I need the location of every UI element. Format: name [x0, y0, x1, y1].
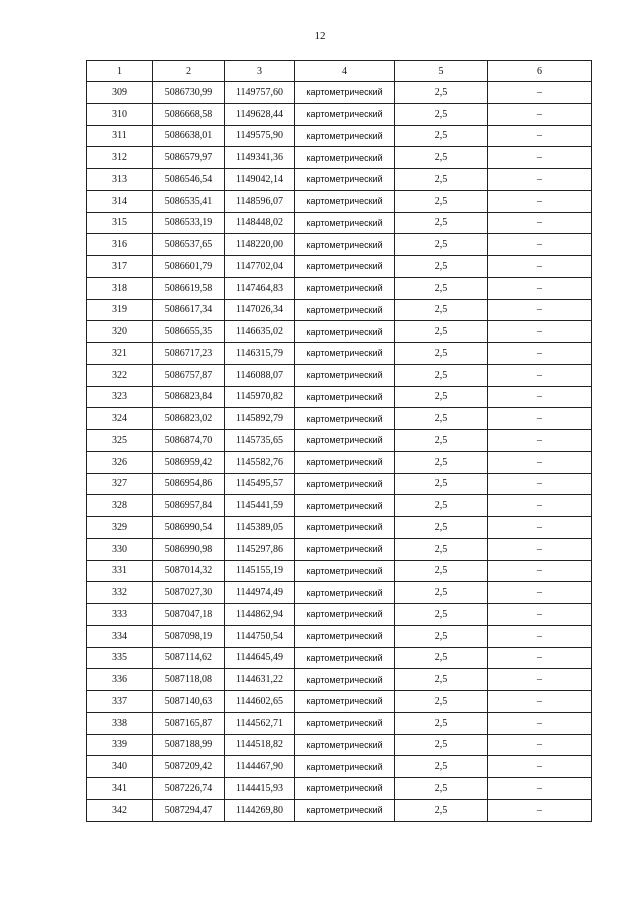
method-cell: картометрический	[295, 669, 395, 691]
accuracy-cell: 2,5	[395, 408, 488, 430]
note-cell: –	[488, 517, 592, 539]
method-cell: картометрический	[295, 495, 395, 517]
note-cell: –	[488, 538, 592, 560]
note-cell: –	[488, 212, 592, 234]
accuracy-cell: 2,5	[395, 82, 488, 104]
note-cell: –	[488, 147, 592, 169]
column-header: 3	[225, 61, 295, 82]
method-cell: картометрический	[295, 234, 395, 256]
y-coordinate-cell: 1144602,65	[225, 691, 295, 713]
point-number-cell: 334	[87, 625, 153, 647]
method-cell: картометрический	[295, 386, 395, 408]
accuracy-cell: 2,5	[395, 169, 488, 191]
accuracy-cell: 2,5	[395, 691, 488, 713]
note-cell: –	[488, 669, 592, 691]
table-row	[87, 538, 592, 560]
point-number-cell: 338	[87, 712, 153, 734]
note-cell: –	[488, 712, 592, 734]
method-cell: картометрический	[295, 604, 395, 626]
point-number-cell: 315	[87, 212, 153, 234]
y-coordinate-cell: 1144269,80	[225, 799, 295, 821]
y-coordinate-cell: 1147702,04	[225, 256, 295, 278]
y-coordinate-cell: 1144631,22	[225, 669, 295, 691]
table-row	[87, 430, 592, 452]
point-number-cell: 329	[87, 517, 153, 539]
x-coordinate-cell: 5086990,98	[153, 538, 225, 560]
point-number-cell: 341	[87, 778, 153, 800]
column-header: 4	[295, 61, 395, 82]
point-number-cell: 310	[87, 103, 153, 125]
method-cell: картометрический	[295, 582, 395, 604]
note-cell: –	[488, 82, 592, 104]
accuracy-cell: 2,5	[395, 430, 488, 452]
table-row	[87, 451, 592, 473]
accuracy-cell: 2,5	[395, 212, 488, 234]
y-coordinate-cell: 1147026,34	[225, 299, 295, 321]
point-number-cell: 336	[87, 669, 153, 691]
method-cell: картометрический	[295, 430, 395, 452]
accuracy-cell: 2,5	[395, 190, 488, 212]
method-cell: картометрический	[295, 408, 395, 430]
method-cell: картометрический	[295, 147, 395, 169]
table-row	[87, 495, 592, 517]
x-coordinate-cell: 5086655,35	[153, 321, 225, 343]
method-cell: картометрический	[295, 277, 395, 299]
table-row	[87, 147, 592, 169]
x-coordinate-cell: 5086990,54	[153, 517, 225, 539]
x-coordinate-cell: 5086668,58	[153, 103, 225, 125]
method-cell: картометрический	[295, 343, 395, 365]
table-row	[87, 734, 592, 756]
accuracy-cell: 2,5	[395, 451, 488, 473]
table-row	[87, 82, 592, 104]
point-number-cell: 312	[87, 147, 153, 169]
y-coordinate-cell: 1146635,02	[225, 321, 295, 343]
table-row	[87, 604, 592, 626]
x-coordinate-cell: 5086874,70	[153, 430, 225, 452]
y-coordinate-cell: 1148596,07	[225, 190, 295, 212]
point-number-cell: 316	[87, 234, 153, 256]
x-coordinate-cell: 5087047,18	[153, 604, 225, 626]
note-cell: –	[488, 103, 592, 125]
method-cell: картометрический	[295, 169, 395, 191]
note-cell: –	[488, 234, 592, 256]
method-cell: картометрический	[295, 560, 395, 582]
y-coordinate-cell: 1145297,86	[225, 538, 295, 560]
x-coordinate-cell: 5086546,54	[153, 169, 225, 191]
table-row	[87, 212, 592, 234]
x-coordinate-cell: 5086601,79	[153, 256, 225, 278]
method-cell: картометрический	[295, 538, 395, 560]
y-coordinate-cell: 1149341,36	[225, 147, 295, 169]
x-coordinate-cell: 5087226,74	[153, 778, 225, 800]
table-row	[87, 234, 592, 256]
point-number-cell: 335	[87, 647, 153, 669]
x-coordinate-cell: 5086757,87	[153, 364, 225, 386]
table-row	[87, 169, 592, 191]
x-coordinate-cell: 5086959,42	[153, 451, 225, 473]
point-number-cell: 342	[87, 799, 153, 821]
y-coordinate-cell: 1145495,57	[225, 473, 295, 495]
method-cell: картометрический	[295, 212, 395, 234]
table-row	[87, 691, 592, 713]
table-row	[87, 386, 592, 408]
note-cell: –	[488, 430, 592, 452]
point-number-cell: 314	[87, 190, 153, 212]
method-cell: картометрический	[295, 299, 395, 321]
point-number-cell: 333	[87, 604, 153, 626]
x-coordinate-cell: 5087027,30	[153, 582, 225, 604]
point-number-cell: 321	[87, 343, 153, 365]
note-cell: –	[488, 343, 592, 365]
y-coordinate-cell: 1149628,44	[225, 103, 295, 125]
note-cell: –	[488, 408, 592, 430]
note-cell: –	[488, 321, 592, 343]
method-cell: картометрический	[295, 778, 395, 800]
method-cell: картометрический	[295, 712, 395, 734]
point-number-cell: 330	[87, 538, 153, 560]
x-coordinate-cell: 5086537,65	[153, 234, 225, 256]
table-row	[87, 256, 592, 278]
accuracy-cell: 2,5	[395, 604, 488, 626]
accuracy-cell: 2,5	[395, 277, 488, 299]
point-number-cell: 319	[87, 299, 153, 321]
note-cell: –	[488, 256, 592, 278]
x-coordinate-cell: 5086638,01	[153, 125, 225, 147]
y-coordinate-cell: 1144415,93	[225, 778, 295, 800]
x-coordinate-cell: 5087209,42	[153, 756, 225, 778]
x-coordinate-cell: 5086717,23	[153, 343, 225, 365]
table-row	[87, 321, 592, 343]
accuracy-cell: 2,5	[395, 125, 488, 147]
table-row	[87, 625, 592, 647]
accuracy-cell: 2,5	[395, 343, 488, 365]
point-number-cell: 326	[87, 451, 153, 473]
method-cell: картометрический	[295, 451, 395, 473]
table-row	[87, 103, 592, 125]
note-cell: –	[488, 691, 592, 713]
y-coordinate-cell: 1144750,54	[225, 625, 295, 647]
table-row	[87, 712, 592, 734]
method-cell: картометрический	[295, 691, 395, 713]
y-coordinate-cell: 1144518,82	[225, 734, 295, 756]
method-cell: картометрический	[295, 734, 395, 756]
y-coordinate-cell: 1144645,49	[225, 647, 295, 669]
table-row	[87, 343, 592, 365]
table-row	[87, 647, 592, 669]
x-coordinate-cell: 5086535,41	[153, 190, 225, 212]
accuracy-cell: 2,5	[395, 669, 488, 691]
column-header: 2	[153, 61, 225, 82]
column-header: 5	[395, 61, 488, 82]
accuracy-cell: 2,5	[395, 538, 488, 560]
note-cell: –	[488, 473, 592, 495]
y-coordinate-cell: 1148220,00	[225, 234, 295, 256]
y-coordinate-cell: 1144467,90	[225, 756, 295, 778]
y-coordinate-cell: 1149757,60	[225, 82, 295, 104]
y-coordinate-cell: 1145970,82	[225, 386, 295, 408]
x-coordinate-cell: 5087098,19	[153, 625, 225, 647]
note-cell: –	[488, 277, 592, 299]
table-row	[87, 190, 592, 212]
x-coordinate-cell: 5087118,08	[153, 669, 225, 691]
accuracy-cell: 2,5	[395, 364, 488, 386]
y-coordinate-cell: 1144862,94	[225, 604, 295, 626]
note-cell: –	[488, 299, 592, 321]
point-number-cell: 331	[87, 560, 153, 582]
x-coordinate-cell: 5086533,19	[153, 212, 225, 234]
y-coordinate-cell: 1147464,83	[225, 277, 295, 299]
table-row	[87, 560, 592, 582]
table-row	[87, 756, 592, 778]
table-row	[87, 299, 592, 321]
table-row	[87, 473, 592, 495]
method-cell: картометрический	[295, 625, 395, 647]
accuracy-cell: 2,5	[395, 473, 488, 495]
coordinates-table	[86, 60, 592, 822]
point-number-cell: 317	[87, 256, 153, 278]
method-cell: картометрический	[295, 799, 395, 821]
x-coordinate-cell: 5087014,32	[153, 560, 225, 582]
y-coordinate-cell: 1145892,79	[225, 408, 295, 430]
note-cell: –	[488, 364, 592, 386]
accuracy-cell: 2,5	[395, 734, 488, 756]
point-number-cell: 313	[87, 169, 153, 191]
method-cell: картометрический	[295, 473, 395, 495]
x-coordinate-cell: 5086954,86	[153, 473, 225, 495]
note-cell: –	[488, 582, 592, 604]
y-coordinate-cell: 1144562,71	[225, 712, 295, 734]
note-cell: –	[488, 756, 592, 778]
y-coordinate-cell: 1148448,02	[225, 212, 295, 234]
x-coordinate-cell: 5086823,84	[153, 386, 225, 408]
accuracy-cell: 2,5	[395, 517, 488, 539]
accuracy-cell: 2,5	[395, 778, 488, 800]
accuracy-cell: 2,5	[395, 582, 488, 604]
table-row	[87, 778, 592, 800]
y-coordinate-cell: 1146088,07	[225, 364, 295, 386]
x-coordinate-cell: 5086730,99	[153, 82, 225, 104]
method-cell: картометрический	[295, 321, 395, 343]
table-row	[87, 669, 592, 691]
y-coordinate-cell: 1149042,14	[225, 169, 295, 191]
method-cell: картометрический	[295, 256, 395, 278]
accuracy-cell: 2,5	[395, 103, 488, 125]
x-coordinate-cell: 5087165,87	[153, 712, 225, 734]
x-coordinate-cell: 5087188,99	[153, 734, 225, 756]
point-number-cell: 320	[87, 321, 153, 343]
accuracy-cell: 2,5	[395, 256, 488, 278]
note-cell: –	[488, 647, 592, 669]
method-cell: картометрический	[295, 103, 395, 125]
point-number-cell: 337	[87, 691, 153, 713]
x-coordinate-cell: 5087114,62	[153, 647, 225, 669]
accuracy-cell: 2,5	[395, 647, 488, 669]
method-cell: картометрический	[295, 647, 395, 669]
y-coordinate-cell: 1145155,19	[225, 560, 295, 582]
accuracy-cell: 2,5	[395, 712, 488, 734]
method-cell: картометрический	[295, 82, 395, 104]
x-coordinate-cell: 5087140,63	[153, 691, 225, 713]
point-number-cell: 322	[87, 364, 153, 386]
point-number-cell: 309	[87, 82, 153, 104]
point-number-cell: 327	[87, 473, 153, 495]
note-cell: –	[488, 625, 592, 647]
method-cell: картометрический	[295, 364, 395, 386]
point-number-cell: 324	[87, 408, 153, 430]
column-header: 1	[87, 61, 153, 82]
table-row	[87, 364, 592, 386]
y-coordinate-cell: 1145441,59	[225, 495, 295, 517]
accuracy-cell: 2,5	[395, 234, 488, 256]
y-coordinate-cell: 1144974,49	[225, 582, 295, 604]
method-cell: картометрический	[295, 517, 395, 539]
x-coordinate-cell: 5087294,47	[153, 799, 225, 821]
accuracy-cell: 2,5	[395, 495, 488, 517]
x-coordinate-cell: 5086617,34	[153, 299, 225, 321]
table-row	[87, 582, 592, 604]
method-cell: картометрический	[295, 125, 395, 147]
y-coordinate-cell: 1145389,05	[225, 517, 295, 539]
x-coordinate-cell: 5086957,84	[153, 495, 225, 517]
note-cell: –	[488, 799, 592, 821]
accuracy-cell: 2,5	[395, 386, 488, 408]
x-coordinate-cell: 5086619,58	[153, 277, 225, 299]
accuracy-cell: 2,5	[395, 799, 488, 821]
point-number-cell: 339	[87, 734, 153, 756]
method-cell: картометрический	[295, 756, 395, 778]
page-number: 12	[314, 30, 326, 42]
point-number-cell: 340	[87, 756, 153, 778]
note-cell: –	[488, 386, 592, 408]
note-cell: –	[488, 169, 592, 191]
note-cell: –	[488, 125, 592, 147]
point-number-cell: 311	[87, 125, 153, 147]
table-row	[87, 277, 592, 299]
note-cell: –	[488, 451, 592, 473]
y-coordinate-cell: 1149575,90	[225, 125, 295, 147]
accuracy-cell: 2,5	[395, 299, 488, 321]
x-coordinate-cell: 5086579,97	[153, 147, 225, 169]
note-cell: –	[488, 190, 592, 212]
accuracy-cell: 2,5	[395, 560, 488, 582]
accuracy-cell: 2,5	[395, 147, 488, 169]
accuracy-cell: 2,5	[395, 756, 488, 778]
y-coordinate-cell: 1145582,76	[225, 451, 295, 473]
note-cell: –	[488, 495, 592, 517]
table-row	[87, 125, 592, 147]
column-header: 6	[488, 61, 592, 82]
table-header-row	[87, 61, 592, 82]
table-row	[87, 799, 592, 821]
table-row	[87, 408, 592, 430]
point-number-cell: 325	[87, 430, 153, 452]
point-number-cell: 318	[87, 277, 153, 299]
note-cell: –	[488, 778, 592, 800]
point-number-cell: 332	[87, 582, 153, 604]
x-coordinate-cell: 5086823,02	[153, 408, 225, 430]
accuracy-cell: 2,5	[395, 321, 488, 343]
point-number-cell: 323	[87, 386, 153, 408]
note-cell: –	[488, 604, 592, 626]
y-coordinate-cell: 1146315,79	[225, 343, 295, 365]
note-cell: –	[488, 560, 592, 582]
point-number-cell: 328	[87, 495, 153, 517]
table-body	[87, 82, 592, 822]
accuracy-cell: 2,5	[395, 625, 488, 647]
table-row	[87, 517, 592, 539]
method-cell: картометрический	[295, 190, 395, 212]
y-coordinate-cell: 1145735,65	[225, 430, 295, 452]
note-cell: –	[488, 734, 592, 756]
